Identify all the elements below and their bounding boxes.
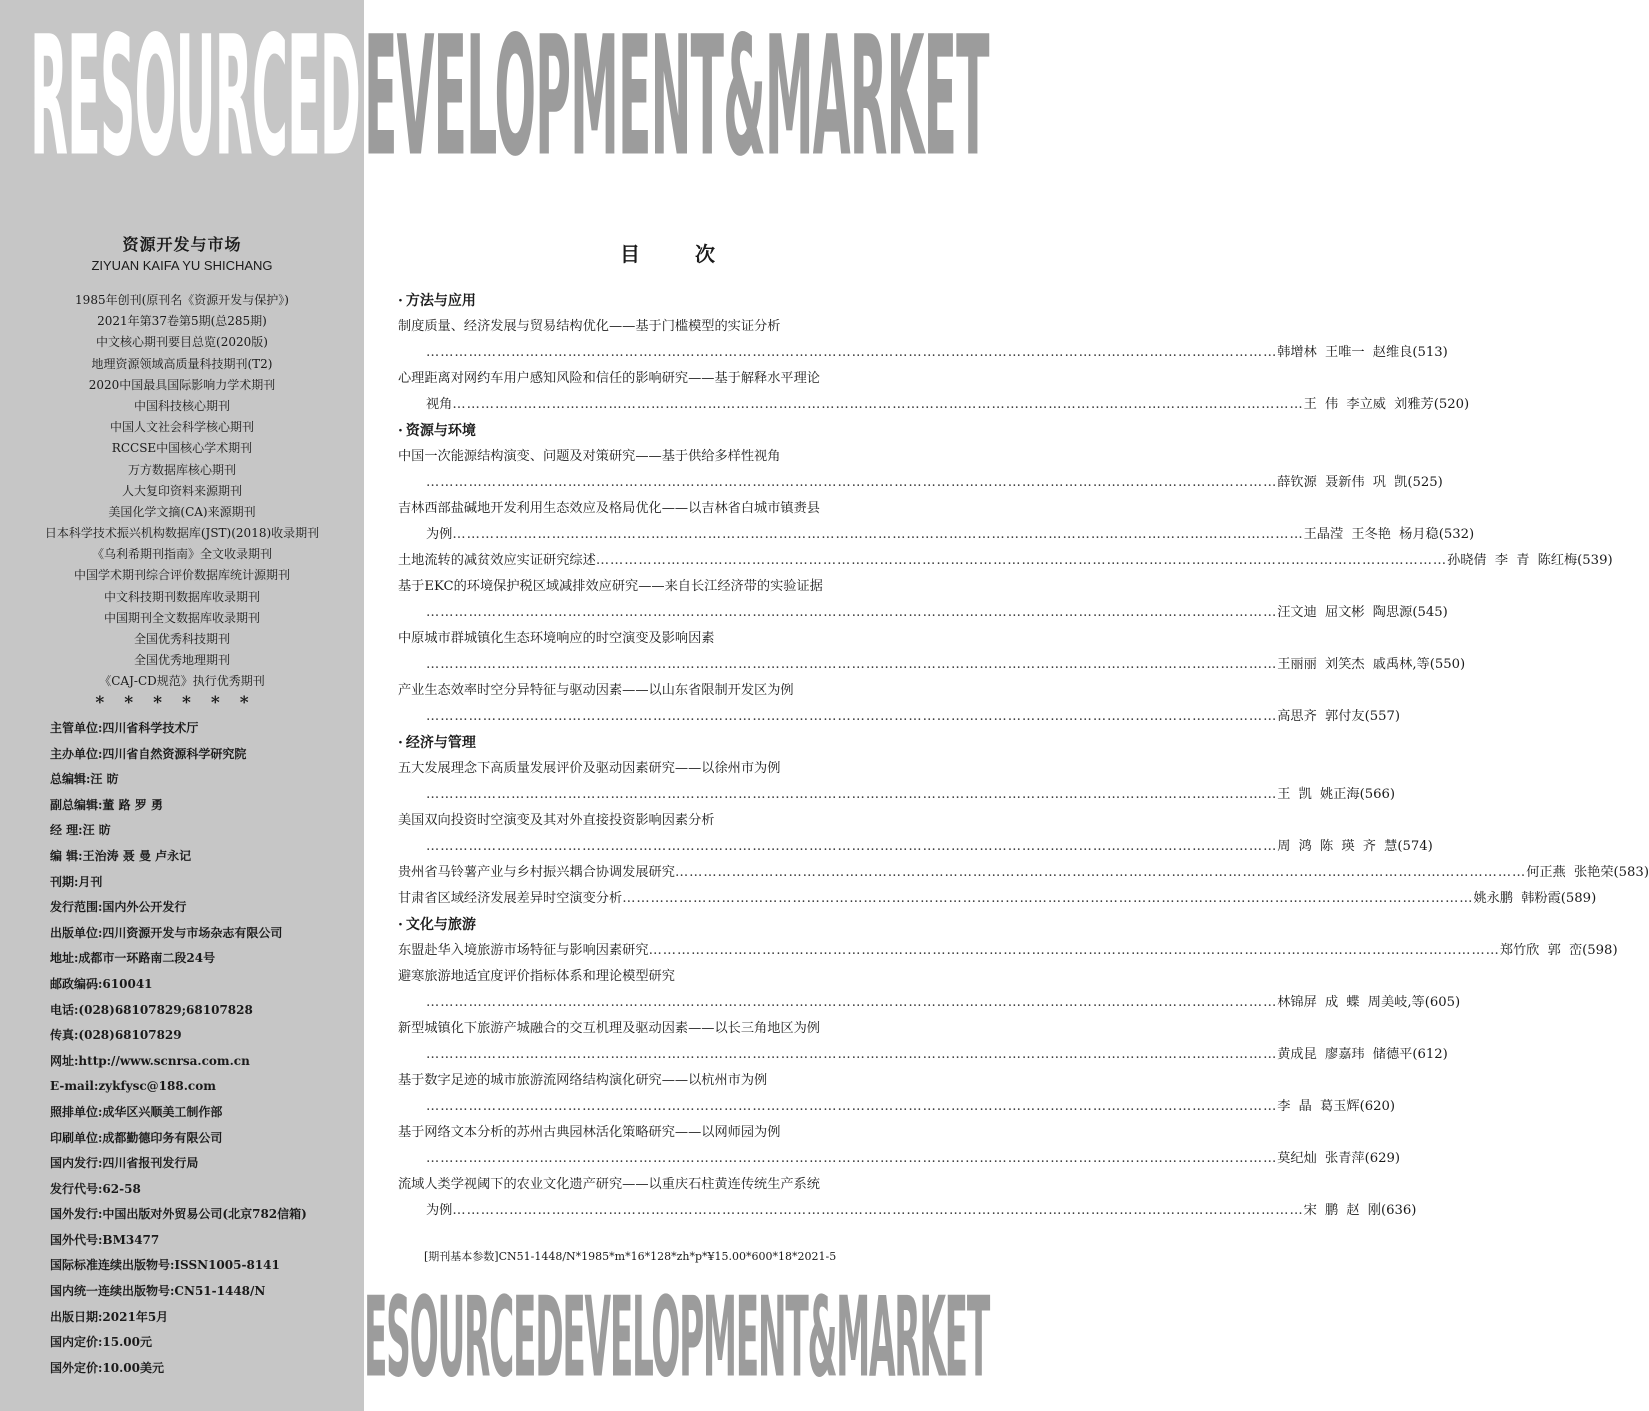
star-divider: ****** (95, 693, 269, 713)
info-item: 传真:(028)68107829 (50, 1028, 182, 1043)
journal-pinyin: ZIYUAN KAIFA YU SHICHANG (91, 258, 273, 273)
info-item: 国外定价:10.00美元 (50, 1360, 165, 1375)
toc-authors-page: 周 鸿 陈 瑛 齐 慧(574) (1277, 839, 1433, 854)
section-bullet: · (398, 735, 403, 751)
section-bullet: · (398, 293, 403, 309)
index-item: 《CAJ-CD规范》执行优秀期刊 (99, 674, 265, 689)
info-item: 出版单位:四川资源开发与市场杂志有限公司 (50, 925, 283, 940)
toc-authors-page: 王晶滢 王冬艳 杨月稳(532) (1303, 527, 1475, 542)
index-item: 中文核心期刊要目总览(2020版) (96, 335, 268, 350)
toc-article-title: 流域人类学视阈下的农业文化遗产研究——以重庆石柱黄连传统生产系统 (398, 1177, 820, 1192)
info-item: E-mail:zykfysc@188.com (50, 1079, 216, 1094)
toc-entry-authors (398, 834, 1433, 860)
toc-authors-page: 林锦屏 成 蝶 周美岐,等(605) (1277, 995, 1461, 1010)
toc-article-title: 制度质量、经济发展与贸易结构优化——基于门槛模型的实证分析 (398, 319, 781, 334)
info-item: 编 辑:王治涛 聂 曼 卢永记 (50, 848, 192, 863)
toc-entry-lead: 为例 (426, 527, 453, 542)
info-item: 印刷单位:成都勤德印务有限公司 (50, 1130, 223, 1145)
toc-article-title: 吉林西部盐碱地开发利用生态效应及格局优化——以吉林省白城市镇赉县 (398, 501, 820, 516)
contents-heading: 目 次 (620, 242, 739, 266)
dot-leader: ……………………………………………………………………………………………………………………………………………………………… (595, 553, 1448, 568)
index-item: 2021年第37卷第5期(总285期) (97, 314, 267, 329)
index-item: 美国化学文摘(CA)来源期刊 (108, 504, 256, 519)
toc-entry-authors (398, 1042, 1448, 1068)
toc-authors-page: 何正燕 张艳荣(583) (1526, 865, 1649, 880)
info-item: 主管单位:四川省科学技术厅 (50, 721, 199, 735)
toc-article-title: 五大发展理念下高质量发展评价及驱动因素研究——以徐州市为例 (398, 761, 781, 776)
toc-entry-authors (398, 704, 1401, 730)
dot-leader: ……………………………………………………………………………………………………………………………………………………………… (622, 891, 1474, 906)
toc-entry-authors (398, 860, 1649, 886)
toc-authors-page: 王丽丽 刘笑杰 戚禹林,等(550) (1277, 657, 1466, 672)
banner-footer: ESOURCEDEVELOPMENT&MARKET (364, 1273, 989, 1404)
info-item: 副总编辑:董 路 罗 勇 (50, 797, 163, 812)
info-item: 总编辑:汪 昉 (50, 772, 119, 787)
toc-article-title: 基于数字足迹的城市旅游流网络结构演化研究——以杭州市为例 (398, 1073, 768, 1088)
toc-article-title: 中国一次能源结构演变、问题及对策研究——基于供给多样性视角 (398, 449, 781, 464)
section-title: 资源与环境 (405, 423, 476, 439)
journal-title: 资源开发与市场 (122, 235, 242, 254)
index-item: 中国科技核心期刊 (133, 398, 230, 413)
toc-article-title: 心理距离对网约车用户感知风险和信任的影响研究——基于解释水平理论 (398, 371, 820, 386)
info-item: 国内发行:四川省报刊发行局 (50, 1156, 199, 1171)
info-item: 国际标准连续出版物号:ISSN1005-8141 (50, 1258, 280, 1273)
toc-entry-authors (398, 470, 1443, 496)
toc-authors-page: 孙晓倩 李 青 陈红梅(539) (1447, 553, 1613, 568)
toc-entry-authors (398, 340, 1448, 366)
dot-leader: ……………………………………………………………………………………………………………………………………………………………… (426, 345, 1278, 360)
index-item: 万方数据库核心期刊 (127, 462, 236, 477)
toc-entry-lead: 贵州省马铃薯产业与乡村振兴耦合协调发展研究 (398, 865, 675, 880)
info-item: 出版日期:2021年5月 (50, 1309, 169, 1324)
toc-entry-authors (398, 1146, 1401, 1172)
index-item: RCCSE中国核心学术期刊 (111, 441, 253, 456)
toc-authors-page: 汪文迪 屈文彬 陶思源(545) (1277, 605, 1448, 620)
section-bullet: · (398, 917, 403, 933)
info-item: 国内定价:15.00元 (50, 1335, 153, 1350)
toc-article-title: 避寒旅游地适宜度评价指标体系和理论模型研究 (398, 969, 675, 984)
dot-leader: ……………………………………………………………………………………………………………………………………………………………… (648, 943, 1500, 958)
section-title: 方法与应用 (405, 293, 476, 309)
info-item: 邮政编码:610041 (50, 976, 153, 991)
dot-leader: ……………………………………………………………………………………………………………………………………………………………… (452, 397, 1304, 412)
dot-leader: ……………………………………………………………………………………………………………………………………………………………… (426, 657, 1278, 672)
toc-article-title: 中原城市群城镇化生态环境响应的时空演变及影响因素 (398, 631, 715, 646)
toc-article-title: 美国双向投资时空演变及其对外直接投资影响因素分析 (398, 813, 715, 828)
info-item: 地址:成都市一环路南二段24号 (50, 951, 216, 966)
info-item: 主办单位:四川省自然资源科学研究院 (50, 746, 247, 761)
info-item: 国内统一连续出版物号:CN51-1448/N (50, 1284, 266, 1299)
toc-authors-page: 姚永鹏 韩粉霞(589) (1473, 891, 1597, 906)
dot-leader: ……………………………………………………………………………………………………………………………………………………………… (426, 839, 1278, 854)
toc-entry-authors (398, 600, 1448, 626)
toc-entry-authors (398, 522, 1475, 548)
banner-title-left: RESOURCED (30, 2, 360, 195)
section-title: 文化与旅游 (405, 917, 476, 933)
dot-leader: ……………………………………………………………………………………………………………………………………………………………… (674, 865, 1527, 880)
info-item: 电话:(028)68107829;68107828 (50, 1002, 253, 1017)
toc-entry-lead: 东盟赴华入境旅游市场特征与影响因素研究 (398, 943, 649, 958)
toc-entry-authors (398, 1094, 1396, 1120)
index-item: 全国优秀地理期刊 (133, 653, 230, 668)
toc-authors-page: 韩增林 王唯一 赵维良(513) (1277, 345, 1448, 360)
index-item: 《乌利希期刊指南》全文收录期刊 (91, 547, 272, 562)
dot-leader: ……………………………………………………………………………………………………………………………………………………………… (426, 787, 1278, 802)
info-item: 刊期:月刊 (50, 874, 103, 889)
toc-authors-page: 王 凯 姚正海(566) (1277, 787, 1396, 802)
dot-leader: ……………………………………………………………………………………………………………………………………………………………… (452, 1203, 1304, 1218)
info-item: 经 理:汪 昉 (50, 823, 111, 838)
dot-leader: ……………………………………………………………………………………………………………………………………………………………… (426, 1047, 1278, 1062)
toc-entry-authors (398, 886, 1597, 912)
index-item: 全国优秀科技期刊 (133, 632, 230, 646)
index-item: 2020中国最具国际影响力学术期刊 (88, 377, 276, 392)
index-item: 地理资源领域高质量科技期刊(T2) (91, 356, 273, 371)
dot-leader: ……………………………………………………………………………………………………………………………………………………………… (426, 475, 1278, 490)
toc-section-heading (398, 730, 986, 756)
dot-leader: ……………………………………………………………………………………………………………………………………………………………… (426, 709, 1278, 724)
index-item: 日本科学技术振兴机构数据库(JST)(2018)收录期刊 (44, 526, 320, 541)
toc-entry-lead: 为例 (426, 1203, 453, 1218)
toc-section-heading (398, 418, 986, 444)
section-title: 经济与管理 (405, 735, 476, 751)
dot-leader: ……………………………………………………………………………………………………………………………………………………………… (426, 605, 1278, 620)
index-item: 中国期刊全文数据库收录期刊 (103, 610, 260, 625)
toc-authors-page: 莫纪灿 张青萍(629) (1277, 1151, 1401, 1166)
toc-authors-page: 高思齐 郭付友(557) (1277, 709, 1401, 724)
toc-entry-lead: 甘肃省区域经济发展差异时空演变分析 (398, 891, 623, 906)
toc-authors-page: 郑竹欣 郭 峦(598) (1499, 943, 1618, 958)
dot-leader: ……………………………………………………………………………………………………………………………………………………………… (452, 527, 1304, 542)
toc-article-title: 产业生态效率时空分异特征与驱动因素——以山东省限制开发区为例 (398, 683, 794, 698)
toc-entry-lead: 土地流转的减贫效应实证研究综述 (398, 553, 596, 568)
info-item: 发行代号:62-58 (50, 1181, 141, 1196)
toc-section-heading (398, 912, 986, 938)
dot-leader: ……………………………………………………………………………………………………………………………………………………………… (426, 995, 1278, 1010)
info-item: 网址:http://www.scnrsa.com.cn (50, 1053, 250, 1068)
toc-entry-authors (398, 392, 1470, 418)
dot-leader: ……………………………………………………………………………………………………………………………………………………………… (426, 1151, 1278, 1166)
toc-authors-page: 王 伟 李立威 刘雅芳(520) (1303, 397, 1470, 412)
toc-article-title: 基于EKC的环境保护税区域减排效应研究——来自长江经济带的实验证据 (398, 579, 823, 594)
info-item: 国外发行:中国出版对外贸易公司(北京782信箱) (50, 1207, 307, 1222)
info-item: 发行范围:国内外公开发行 (50, 900, 187, 915)
publication-info-list (50, 716, 307, 1381)
index-item: 中国人文社会科学核心期刊 (109, 420, 254, 435)
toc-authors-page: 李 晶 葛玉辉(620) (1277, 1099, 1396, 1114)
toc-section-heading (398, 288, 986, 314)
toc-authors-page: 薛钦源 聂新伟 巩 凯(525) (1277, 475, 1443, 490)
index-item: 1985年创刊(原刊名《资源开发与保护》) (75, 293, 289, 307)
toc-authors-page: 黄成昆 廖嘉玮 储德平(612) (1277, 1047, 1448, 1062)
dot-leader: ……………………………………………………………………………………………………………………………………………………………… (426, 1099, 1278, 1114)
index-item: 人大复印资料来源期刊 (121, 483, 242, 498)
toc-entry-authors (398, 990, 1461, 1016)
toc-article-title: 基于网络文本分析的苏州古典园林活化策略研究——以网师园为例 (398, 1125, 781, 1140)
indexing-list (0, 290, 364, 693)
toc-entry-authors (398, 652, 1466, 678)
section-bullet: · (398, 423, 403, 439)
banner-title-right: EVELOPMENT&MARKET (364, 2, 989, 195)
toc-entry-lead: 视角 (426, 397, 453, 412)
basic-parameters: [期刊基本参数]CN51-1448/N*1985*m*16*128*zh*p*¥15.00*600*18*2021-5 (424, 1250, 837, 1263)
index-item: 中国学术期刊综合评价数据库统计源期刊 (73, 568, 290, 583)
toc-entry-authors (398, 782, 1396, 808)
toc-article-title: 新型城镇化下旅游产城融合的交互机理及驱动因素——以长三角地区为例 (398, 1021, 820, 1036)
toc-entry-authors (398, 938, 1618, 964)
toc-authors-page: 宋 鹏 赵 刚(636) (1303, 1203, 1417, 1218)
toc-entry-authors (398, 1198, 1417, 1224)
info-item: 照排单位:成华区兴顺美工制作部 (50, 1104, 223, 1119)
info-item: 国外代号:BM3477 (50, 1232, 160, 1247)
table-of-contents (398, 288, 1649, 1224)
index-item: 中文科技期刊数据库收录期刊 (103, 589, 260, 604)
toc-entry-authors (398, 548, 1613, 574)
